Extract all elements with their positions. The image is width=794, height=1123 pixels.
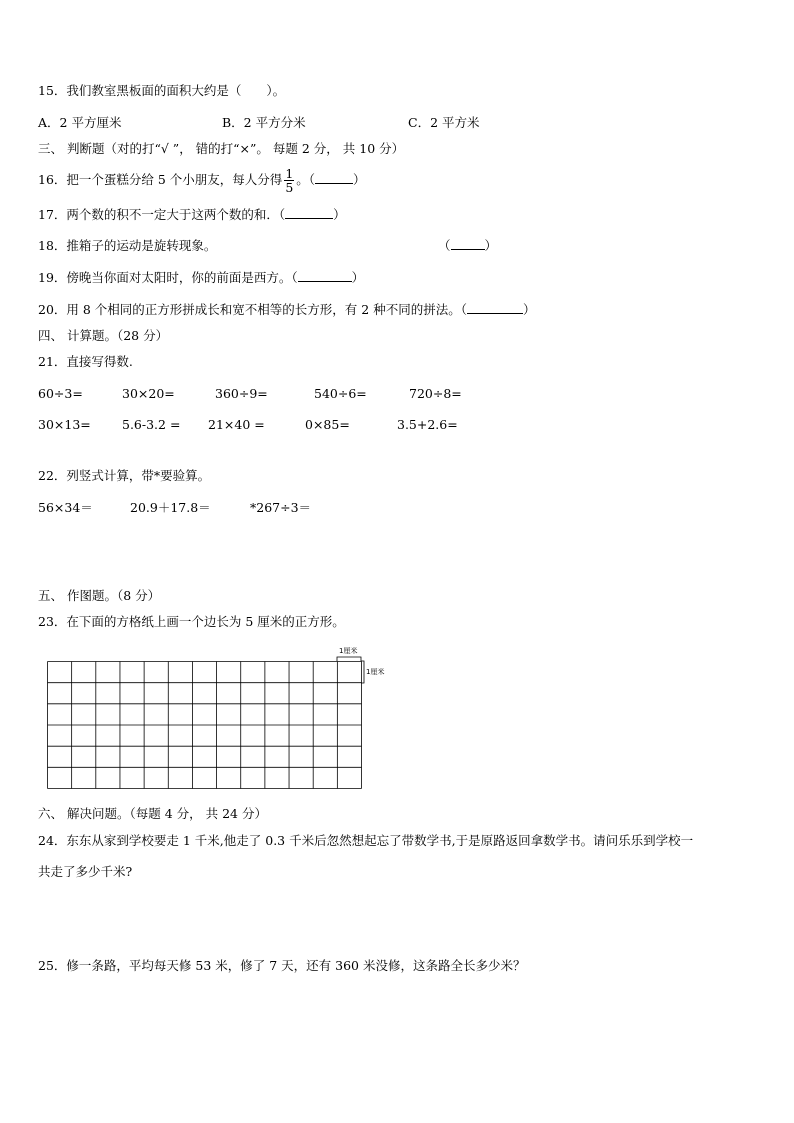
q20-text: 20．用 8 个相同的正方形拼成长和宽不相等的长方形，有 2 种不同的拼法。（ bbox=[38, 302, 467, 317]
q20-paren-close: ） bbox=[522, 302, 536, 317]
question-24-line-2: 共走了多少千米? bbox=[38, 864, 133, 879]
square-grid-paper[interactable] bbox=[47, 661, 363, 791]
q18-text: 18．推箱子的运动是旋转现象。 bbox=[38, 238, 217, 253]
q16-fraction-numerator: 1 bbox=[285, 166, 294, 181]
q17-text: 17．两个数的积不一定大于这两个数的和．（ bbox=[38, 207, 286, 222]
q19-answer-blank[interactable] bbox=[298, 270, 352, 282]
q21-r1-item-1: 60÷3= bbox=[38, 386, 83, 401]
q18-paren-close: ） bbox=[484, 238, 498, 253]
question-18-answer bbox=[438, 238, 497, 254]
q21-r2-item-1: 30×13= bbox=[38, 417, 91, 432]
q22-item-1: 56×34＝ bbox=[38, 500, 93, 515]
question-16 bbox=[38, 165, 366, 195]
question-19 bbox=[38, 270, 364, 286]
q21-r1-item-3: 360÷9= bbox=[215, 386, 268, 401]
q15-option-c: C．2 平方米 bbox=[408, 115, 480, 130]
question-22-title: 22．列竖式计算，带*要验算。 bbox=[38, 468, 211, 483]
q16-fraction-denominator: 5 bbox=[285, 180, 294, 195]
q19-paren-close: ） bbox=[351, 270, 365, 285]
q16-fraction bbox=[284, 167, 294, 194]
scale-label-top: 1厘米 bbox=[339, 647, 358, 655]
q21-r1-item-4: 540÷6= bbox=[314, 386, 367, 401]
question-24-line-1: 24．东东从家到学校要走 1 千米,他走了 0.3 千米后忽然想起忘了带数学书,于是原路返回拿数学书。请问乐乐到学校一 bbox=[38, 833, 694, 848]
section-4-title: 四、 计算题。（28 分） bbox=[38, 328, 169, 343]
q21-r1-item-2: 30×20= bbox=[122, 386, 175, 401]
q19-text: 19．傍晚当你面对太阳时，你的前面是西方。（ bbox=[38, 270, 298, 285]
question-25: 25．修一条路，平均每天修 53 米，修了 7 天，还有 360 米没修，这条路全长多少米？ bbox=[38, 958, 526, 973]
q17-answer-blank[interactable] bbox=[285, 207, 333, 219]
q21-r2-item-2: 5.6-3.2 = bbox=[122, 417, 181, 432]
question-23-title: 23．在下面的方格纸上画一个边长为 5 厘米的正方形。 bbox=[38, 614, 345, 629]
q16-text: 16．把一个蛋糕分给 5 个小朋友，每人分得 bbox=[38, 172, 283, 187]
q22-item-3: *267÷3＝ bbox=[250, 500, 312, 515]
question-15: 15．我们教室黑板面的面积大约是（ ）。 bbox=[38, 83, 286, 98]
q21-r2-item-4: 0×85= bbox=[305, 417, 350, 432]
question-20 bbox=[38, 302, 535, 318]
q21-r2-item-3: 21×40 = bbox=[208, 417, 265, 432]
q15-option-a: A．2 平方厘米 bbox=[38, 115, 122, 130]
question-17 bbox=[38, 207, 346, 223]
q16-answer-blank[interactable] bbox=[315, 172, 353, 184]
q20-answer-blank[interactable] bbox=[467, 302, 523, 314]
section-3-title: 三、 判断题（对的打“√ ”， 错的打“×”。 每题 2 分， 共 10 分） bbox=[38, 141, 405, 156]
q15-option-b: B．2 平方分米 bbox=[222, 115, 306, 130]
scale-label-side: 1厘米 bbox=[366, 668, 385, 676]
q18-paren-open: （ bbox=[438, 238, 451, 253]
section-6-title: 六、 解决问题。（每题 4 分， 共 24 分） bbox=[38, 806, 267, 821]
q22-item-2: 20.9＋17.8＝ bbox=[130, 500, 211, 515]
q16-paren-close: ） bbox=[353, 172, 366, 187]
question-21-title: 21．直接写得数. bbox=[38, 354, 133, 369]
q21-r1-item-5: 720÷8= bbox=[409, 386, 462, 401]
q18-answer-blank[interactable] bbox=[451, 238, 485, 250]
q17-paren-close: ） bbox=[333, 207, 346, 222]
q16-paren-open: 。（ bbox=[296, 172, 316, 187]
section-5-title: 五、 作图题。（8 分） bbox=[38, 588, 161, 603]
q21-r2-item-5: 3.5+2.6= bbox=[397, 417, 458, 432]
